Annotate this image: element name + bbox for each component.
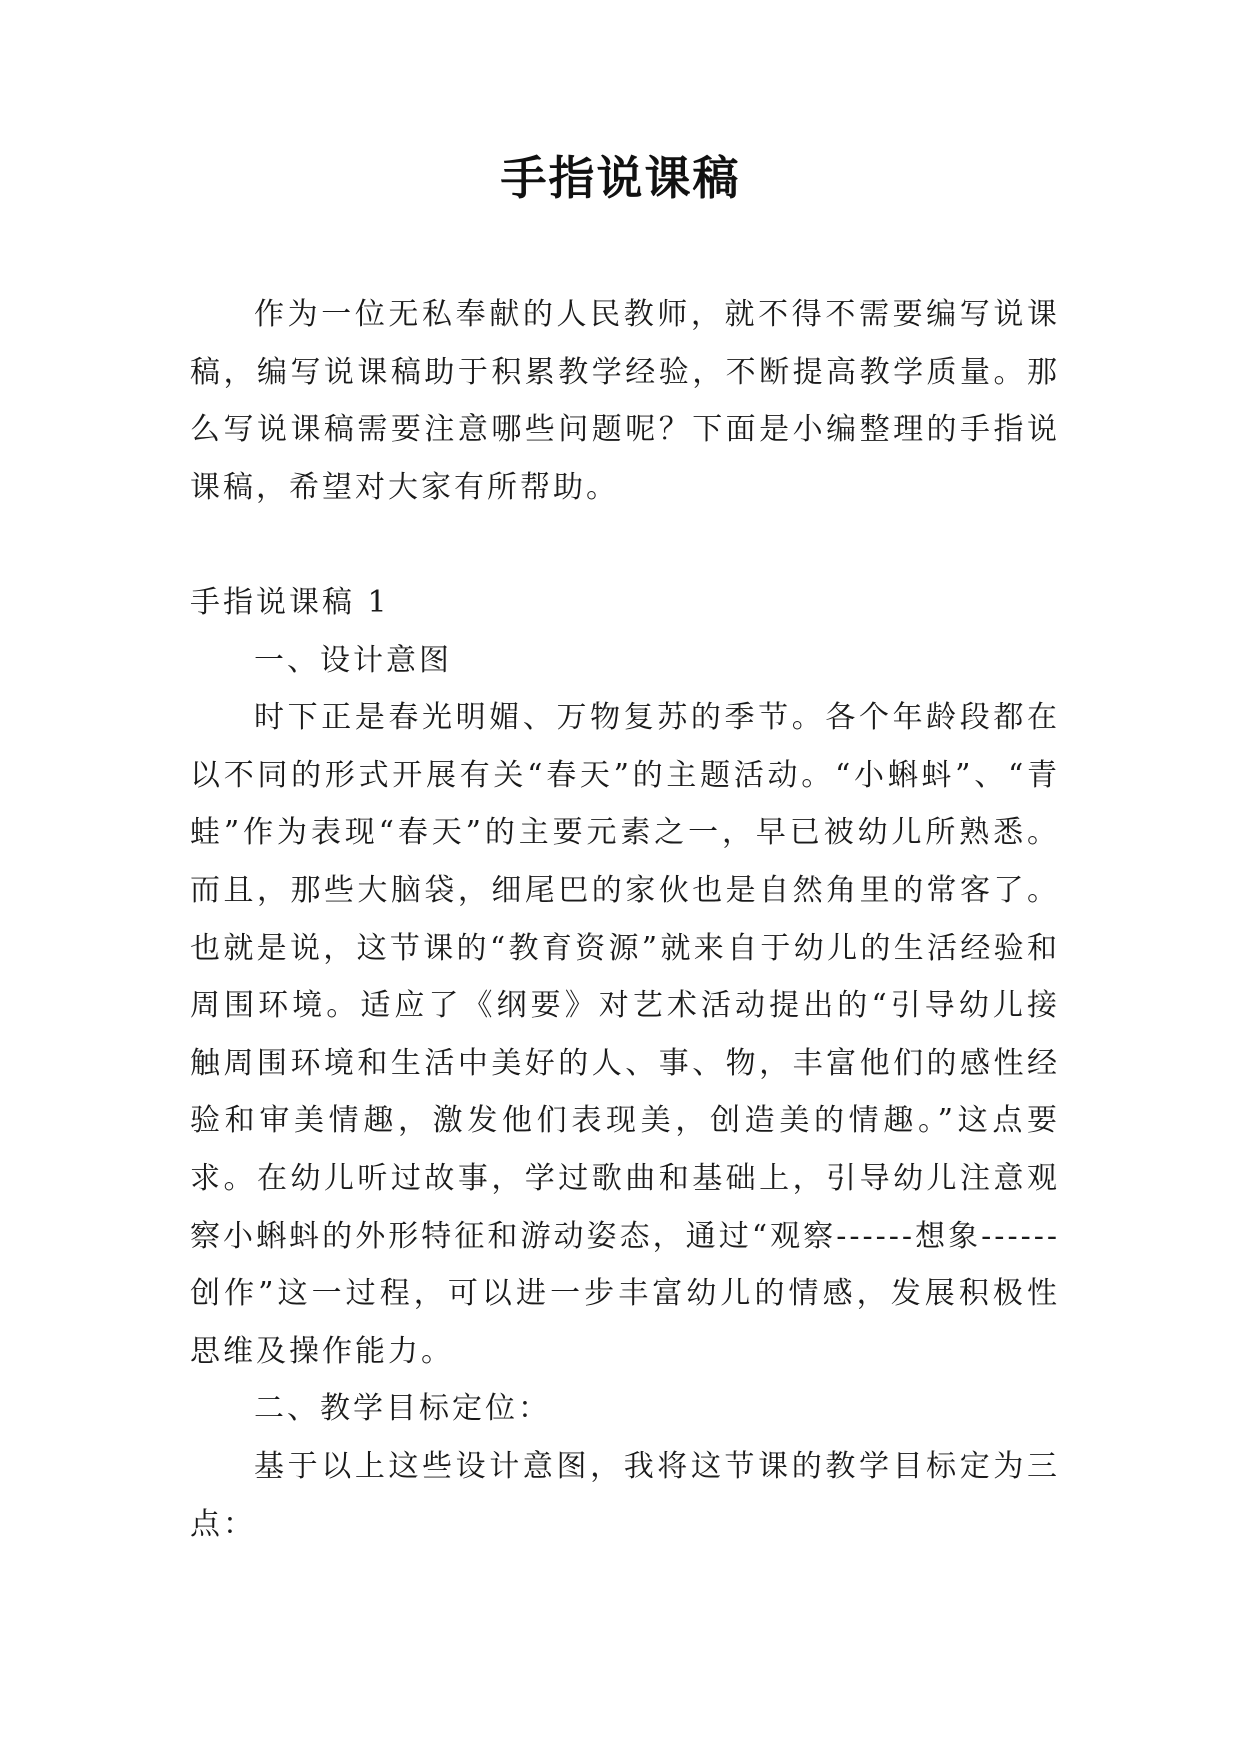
intro-block [190, 286, 1060, 516]
heading-teaching-goals: 二、教学目标定位： [254, 1391, 551, 1427]
section-block [190, 574, 1060, 1553]
intro-paragraph: 作为一位无私奉献的人民教师，就不得不需要编写说课稿，编写说课稿助于积累教学经验，不断提高教学质量。那么写说课稿需要注意哪些问题呢？下面是小编整理的手指说课稿，希望对大家有所帮助。 [190, 297, 1060, 505]
heading-design-intent: 一、设计意图 [254, 642, 452, 678]
paragraph-teaching-goals: 基于以上这些设计意图，我将这节课的教学目标定为三点： [190, 1448, 1060, 1542]
page-title: 手指说课稿 [500, 151, 741, 205]
section-title: 手指说课稿 1 [190, 585, 390, 620]
paragraph-design-intent: 时下正是春光明媚、万物复苏的季节。各个年龄段都在以不同的形式开展有关“春天”的主题活动。“小蝌蚪”、“青蛙”作为表现“春天”的主要元素之一，早已被幼儿所熟悉。而且，那些大脑袋，细尾巴的家伙也是自然角里的常客了。也就是说，这节课的“教育资源”就来自于幼儿的生活经验和周围环境。适应了《纲要》对艺术活动提出的“引导幼儿接触周围环境和生活中美好的人、事、物，丰富他们的感性经验和审美情趣，激发他们表现美，创造美的情趣。”这点要求。在幼儿听过故事，学过歌曲和基础上，引导幼儿注意观察小蝌蚪的外形特征和游动姿态，通过“观察------想象------创作”这一过程，可以进一步丰富幼儿的情感，发展积极性思维及操作能力。 [190, 700, 1060, 1369]
